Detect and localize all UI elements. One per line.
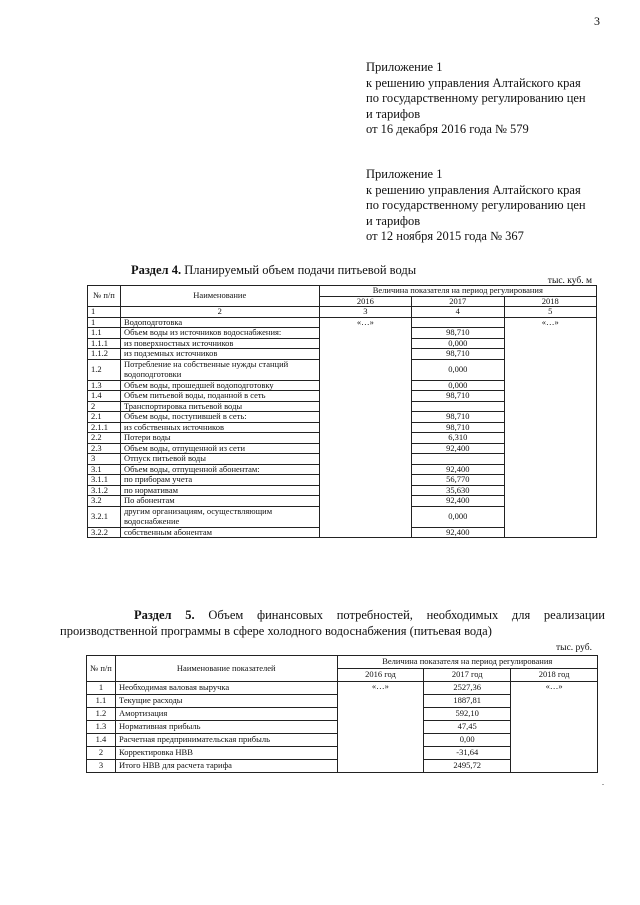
row-num: 1.3 — [87, 721, 116, 734]
row-num: 1.4 — [88, 391, 121, 402]
row-name: Объем воды, прошедшей водоподготовку — [120, 380, 319, 391]
value-2017: 92,400 — [412, 496, 504, 507]
financial-needs-table — [86, 655, 598, 773]
value-2017: 592,10 — [424, 708, 511, 721]
header-num: № п/п — [88, 286, 121, 307]
row-num: 3.1 — [88, 464, 121, 475]
header-name: Наименование — [120, 286, 319, 307]
value-2017: 0,000 — [412, 359, 504, 380]
header-2016: 2016 — [319, 296, 411, 307]
row-name: Потери воды — [120, 433, 319, 444]
row-name: Потребление на собственные нужды станций водоподготовки — [120, 359, 319, 380]
row-name: Нормативная прибыль — [115, 721, 337, 734]
row-name: Объем воды из источников водоснабжения: — [120, 328, 319, 339]
appendix-line: Приложение 1 — [366, 167, 443, 181]
row-name: по приборам учета — [120, 475, 319, 486]
row-num: 2 — [88, 401, 121, 412]
value-2017: 47,45 — [424, 721, 511, 734]
row-num: 3.1.1 — [88, 475, 121, 486]
appendix-line: по государственному регулированию цен — [366, 91, 586, 105]
row-num: 3.2 — [88, 496, 121, 507]
row-name: Корректировка НВВ — [115, 747, 337, 760]
appendix-line: и тарифов — [366, 106, 421, 121]
row-num: 2.1 — [88, 412, 121, 423]
row-name: Текущие расходы — [115, 695, 337, 708]
row-num: 2.1.1 — [88, 422, 121, 433]
row-num: 3.2.2 — [88, 527, 121, 538]
water-volume-table — [87, 285, 597, 538]
section5-label: Раздел 5. — [134, 608, 195, 622]
row-num: 3.2.1 — [88, 506, 121, 527]
row-name: Транспортировка питьевой воды — [120, 401, 319, 412]
index-cell: 3 — [319, 307, 411, 318]
row-num: 1.3 — [88, 380, 121, 391]
index-cell: 1 — [88, 307, 121, 318]
value-2017: 98,710 — [412, 328, 504, 339]
value-2018: «…» — [504, 317, 596, 538]
header-2018: 2018 год — [511, 669, 598, 682]
row-num: 3 — [87, 760, 116, 773]
row-name: другим организациям, осуществляющим водоснабжение — [120, 506, 319, 527]
row-name: Объем воды, поступившей в сеть: — [120, 412, 319, 423]
value-2017 — [412, 317, 504, 328]
row-name: из поверхностных источников — [120, 338, 319, 349]
value-2017 — [412, 454, 504, 465]
row-num: 1 — [87, 682, 116, 695]
value-2017: 92,400 — [412, 443, 504, 454]
table4-body — [88, 317, 597, 538]
table-row — [87, 682, 598, 695]
row-name: Объем воды, отпущенной из сети — [120, 443, 319, 454]
row-name: Отпуск питьевой воды — [120, 454, 319, 465]
value-2017: 1887,81 — [424, 695, 511, 708]
row-name: Водоподготовка — [120, 317, 319, 328]
row-num: 2.3 — [88, 443, 121, 454]
value-2017: 92,400 — [412, 464, 504, 475]
row-name: Итого НВВ для расчета тарифа — [115, 760, 337, 773]
value-2017: 2495,72 — [424, 760, 511, 773]
row-num: 1.1 — [88, 328, 121, 339]
index-cell: 2 — [120, 307, 319, 318]
row-num: 2 — [87, 747, 116, 760]
appendix-line: от 16 декабря 2016 года № 579 — [366, 122, 529, 136]
appendix-line: к решению управления Алтайского края — [366, 182, 581, 197]
row-num: 2.2 — [88, 433, 121, 444]
header-period: Величина показателя на период регулирования — [337, 656, 597, 669]
appendix-line: Приложение 1 — [366, 60, 443, 74]
appendix-line: и тарифов — [366, 213, 421, 228]
page-number: 3 — [594, 14, 600, 28]
value-2017: 35,630 — [412, 485, 504, 496]
section4-label: Раздел 4. — [131, 263, 182, 277]
row-num: 1.2 — [87, 708, 116, 721]
header-2017: 2017 — [412, 296, 504, 307]
header-2018: 2018 — [504, 296, 596, 307]
index-cell: 5 — [504, 307, 596, 318]
index-cell: 4 — [412, 307, 504, 318]
appendix-line: от 12 ноября 2015 года № 367 — [366, 229, 524, 243]
section4-title-text: Планируемый объем подачи питьевой воды — [184, 263, 417, 277]
section5-title — [60, 607, 605, 639]
value-2018: «…» — [511, 682, 598, 773]
value-2017: 92,400 — [412, 527, 504, 538]
row-num: 3 — [88, 454, 121, 465]
value-2017: 0,00 — [424, 734, 511, 747]
header-2016: 2016 год — [337, 669, 424, 682]
section4-unit: тыс. куб. м — [547, 276, 592, 286]
value-2017: 98,710 — [412, 412, 504, 423]
row-name: из собственных источников — [120, 422, 319, 433]
value-2016: «…» — [319, 317, 411, 538]
header-num: № п/п — [87, 656, 116, 682]
margin-mark: . — [602, 778, 604, 787]
value-2017: 2527,36 — [424, 682, 511, 695]
row-name: Объем воды, отпущенной абонентам: — [120, 464, 319, 475]
row-num: 1.1 — [87, 695, 116, 708]
header-period: Величина показателя на период регулирования — [319, 286, 596, 297]
row-num: 1.1.2 — [88, 349, 121, 360]
row-name: По абонентам — [120, 496, 319, 507]
appendix-line: к решению управления Алтайского края — [366, 75, 581, 90]
value-2017: 98,710 — [412, 349, 504, 360]
section4-title — [131, 262, 416, 278]
value-2017: 0,000 — [412, 380, 504, 391]
header-2017: 2017 год — [424, 669, 511, 682]
value-2017: 6,310 — [412, 433, 504, 444]
value-2016: «…» — [337, 682, 424, 773]
value-2017: 98,710 — [412, 422, 504, 433]
row-num: 1.2 — [88, 359, 121, 380]
row-name: собственным абонентам — [120, 527, 319, 538]
row-name: Амортизация — [115, 708, 337, 721]
row-num: 3.1.2 — [88, 485, 121, 496]
value-2017: 56,770 — [412, 475, 504, 486]
row-name: по нормативам — [120, 485, 319, 496]
row-num: 1.1.1 — [88, 338, 121, 349]
value-2017 — [412, 401, 504, 412]
value-2017: 0,000 — [412, 338, 504, 349]
value-2017: 98,710 — [412, 391, 504, 402]
value-2017: -31,64 — [424, 747, 511, 760]
row-name: Объем питьевой воды, поданной в сеть — [120, 391, 319, 402]
header-name: Наименование показателей — [115, 656, 337, 682]
section5-title-text: Объем финансовых потребностей, необходимых для реализации производственной программы в сфере холодного водоснабжения (питьевая вода) — [60, 608, 605, 638]
row-name: из подземных источников — [120, 349, 319, 360]
value-2017: 0,000 — [412, 506, 504, 527]
row-name: Необходимая валовая выручка — [115, 682, 337, 695]
row-num: 1 — [88, 317, 121, 328]
table5-body — [87, 682, 598, 773]
appendix-block-original — [366, 167, 586, 245]
row-num: 1.4 — [87, 734, 116, 747]
row-name: Расчетная предпринимательская прибыль — [115, 734, 337, 747]
appendix-block-current — [366, 60, 586, 138]
section5-unit: тыс. руб. — [556, 643, 592, 653]
appendix-line: по государственному регулированию цен — [366, 198, 586, 212]
table-row — [88, 317, 597, 328]
